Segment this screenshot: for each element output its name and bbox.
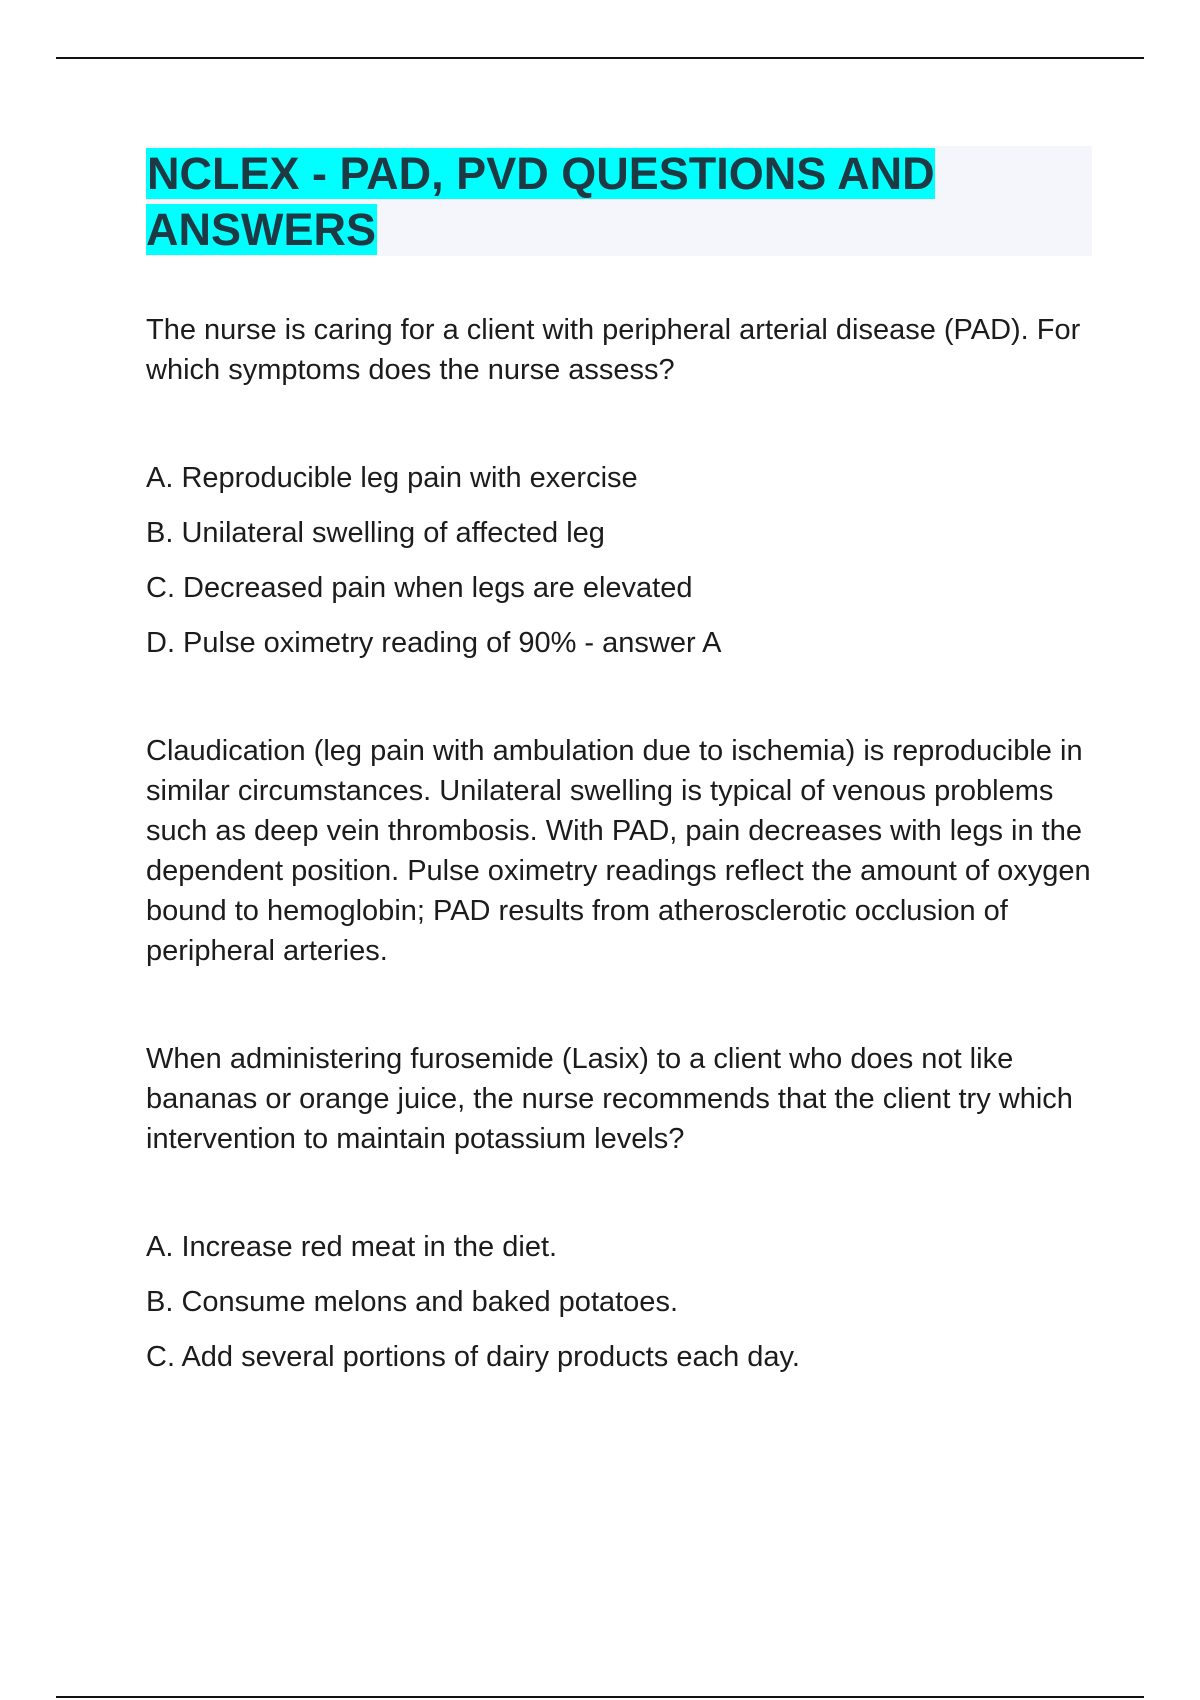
question-1-option-b: B. Unilateral swelling of affected leg xyxy=(146,517,605,549)
question-2-option-a: A. Increase red meat in the diet. xyxy=(146,1231,558,1263)
question-2-prompt: When administering furosemide (Lasix) to a client who does not like bananas or orange juice, the nurse recommends that the client try which intervention to maintain potassium levels? xyxy=(146,1043,1073,1155)
page-title xyxy=(146,146,1006,258)
document-content xyxy=(146,310,1092,1445)
bottom-rule xyxy=(56,1696,1144,1698)
question-1-prompt: The nurse is caring for a client with peripheral arterial disease (PAD). For which symptoms does the nurse assess? xyxy=(146,314,1081,386)
question-2-options xyxy=(146,1227,1092,1377)
question-1-options xyxy=(146,458,1092,663)
question-1-explanation: Claudication (leg pain with ambulation due to ischemia) is reproducible in similar circumstances. Unilateral swelling is typical of venous problems such as deep vein thrombosis. With PAD, pain decreases with legs in the dependent position. Pulse oximetry readings reflect the amount of oxygen bound to hemoglobin; PAD results from atherosclerotic occlusion of peripheral arteries. xyxy=(146,735,1091,967)
page-title-text: NCLEX - PAD, PVD QUESTIONS AND ANSWERS xyxy=(146,148,935,255)
question-1-option-c: C. Decreased pain when legs are elevated xyxy=(146,572,693,604)
question-2-option-c: C. Add several portions of dairy products each day. xyxy=(146,1341,800,1373)
top-rule xyxy=(56,57,1144,59)
question-1-option-d: D. Pulse oximetry reading of 90% - answer A xyxy=(146,627,722,659)
question-1-option-a: A. Reproducible leg pain with exercise xyxy=(146,462,638,494)
title-block xyxy=(146,146,1092,256)
question-2-option-b: B. Consume melons and baked potatoes. xyxy=(146,1286,678,1318)
